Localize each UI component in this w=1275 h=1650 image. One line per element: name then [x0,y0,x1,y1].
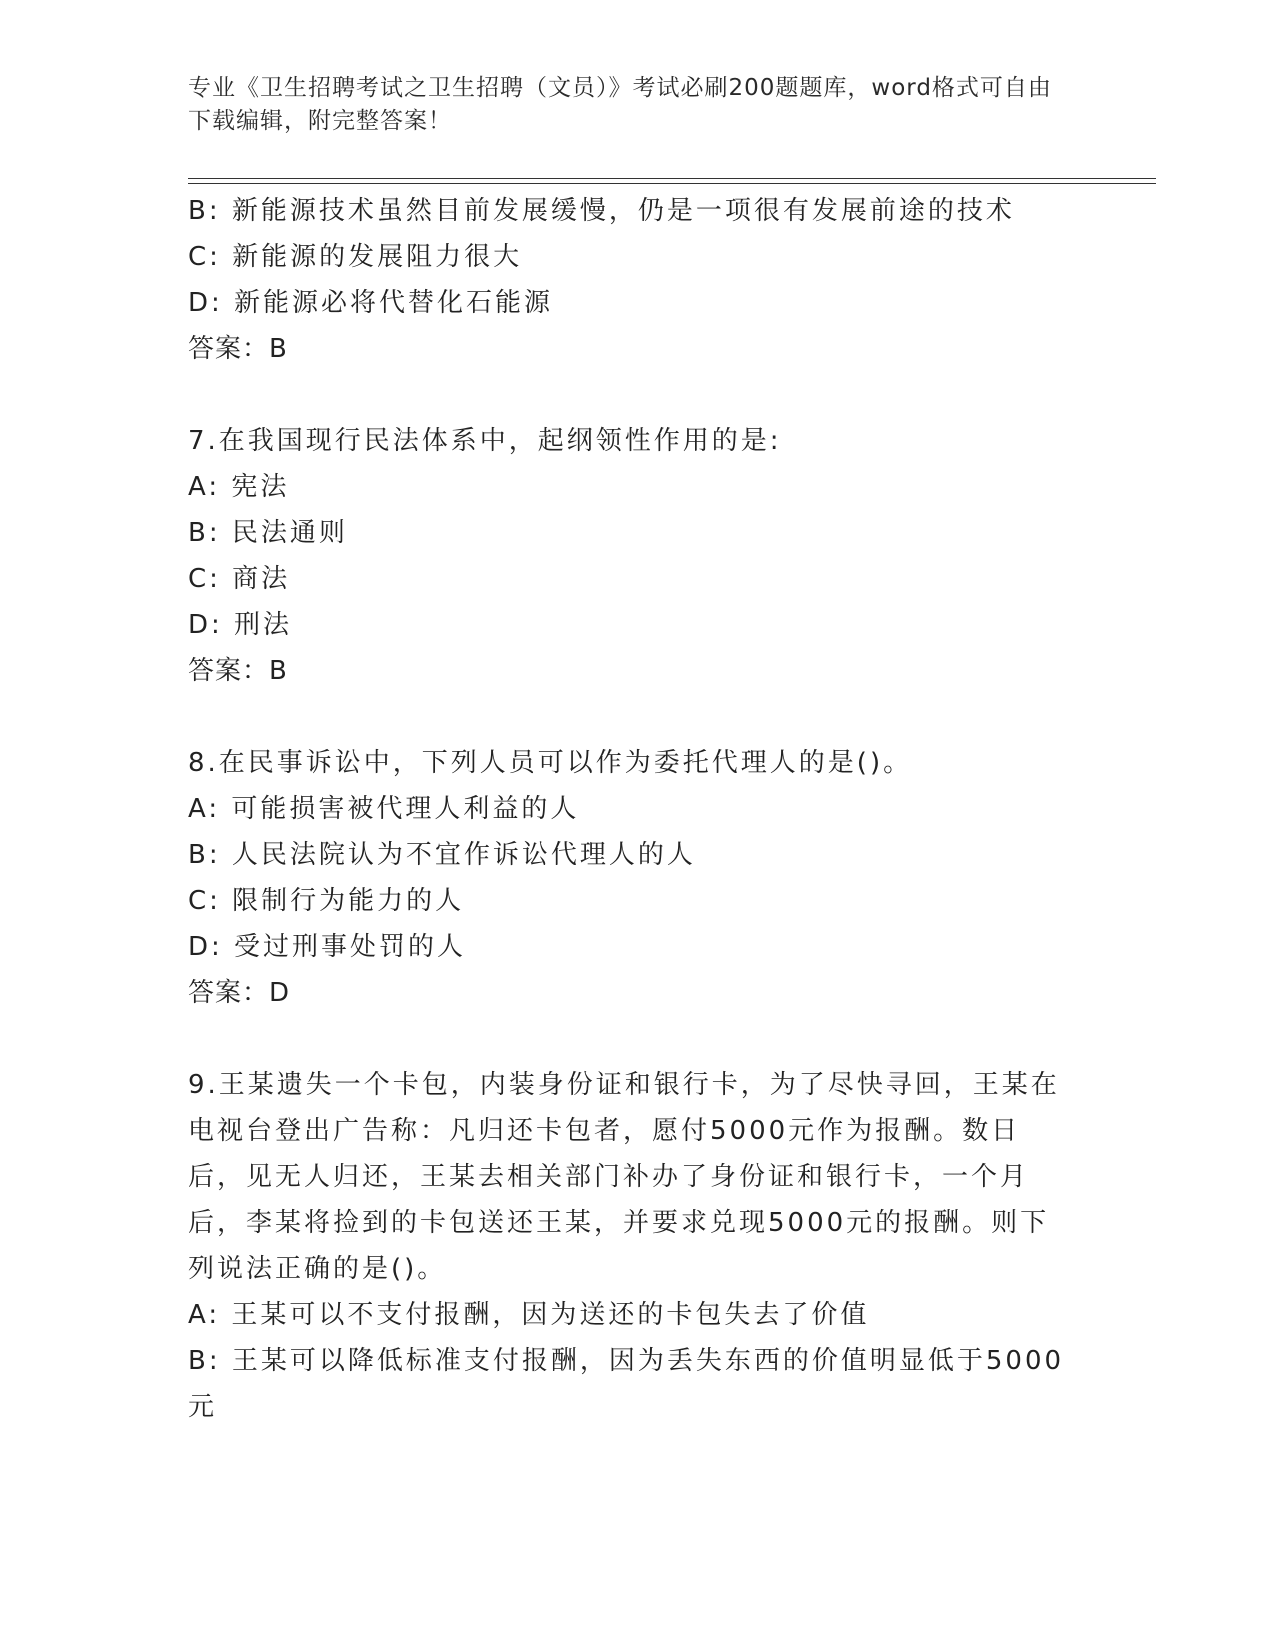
option-b: B: 民法通则 [188,518,348,548]
question-9 [188,1062,1088,1430]
option-b: B: 人民法院认为不宜作诉讼代理人的人 [188,840,696,870]
question-6-continued [188,188,1088,372]
option-a: A: 可能损害被代理人利益的人 [188,794,580,824]
answer: 答案：D [188,978,291,1008]
question-8 [188,740,1088,1016]
option-c: C: 新能源的发展阻力很大 [188,242,523,272]
question-text: 7.在我国现行民法体系中，起纲领性作用的是: [188,426,782,456]
answer: 答案：B [188,656,288,686]
spacer [188,1016,1088,1062]
option-d: D: 刑法 [188,610,293,640]
header-divider-top [188,178,1156,179]
spacer [188,694,1088,740]
option-d: D: 受过刑事处罚的人 [188,932,467,962]
option-c: C: 商法 [188,564,291,594]
option-d: D: 新能源必将代替化石能源 [188,288,554,318]
option-a: A: 王某可以不支付报酬，因为送还的卡包失去了价值 [188,1300,870,1330]
option-a: A: 宪法 [188,472,290,502]
question-7 [188,418,1088,694]
question-text: 8.在民事诉讼中，下列人员可以作为委托代理人的是()。 [188,748,913,778]
answer: 答案：B [188,334,288,364]
spacer [188,372,1088,418]
option-b: B: 新能源技术虽然目前发展缓慢，仍是一项很有发展前途的技术 [188,196,1015,226]
document-header: 专业《卫生招聘考试之卫生招聘（文员）》考试必刷200题题库，word格式可自由下载编辑，附完整答案！ [188,75,1052,134]
question-text: 9.王某遗失一个卡包，内装身份证和银行卡，为了尽快寻回，王某在电视台登出广告称：凡归还卡包者，愿付5000元作为报酬。数日后，见无人归还，王某去相关部门补办了身份证和银行卡，一个月后，李某将捡到的卡包送还王某，并要求兑现5000元的报酬。则下列说法正确的是()。 [188,1070,1060,1284]
option-b: B: 王某可以降低标准支付报酬，因为丢失东西的价值明显低于5000元 [188,1346,1065,1422]
question-list [188,188,1088,1430]
option-c: C: 限制行为能力的人 [188,886,465,916]
header-divider-bottom [188,183,1156,184]
